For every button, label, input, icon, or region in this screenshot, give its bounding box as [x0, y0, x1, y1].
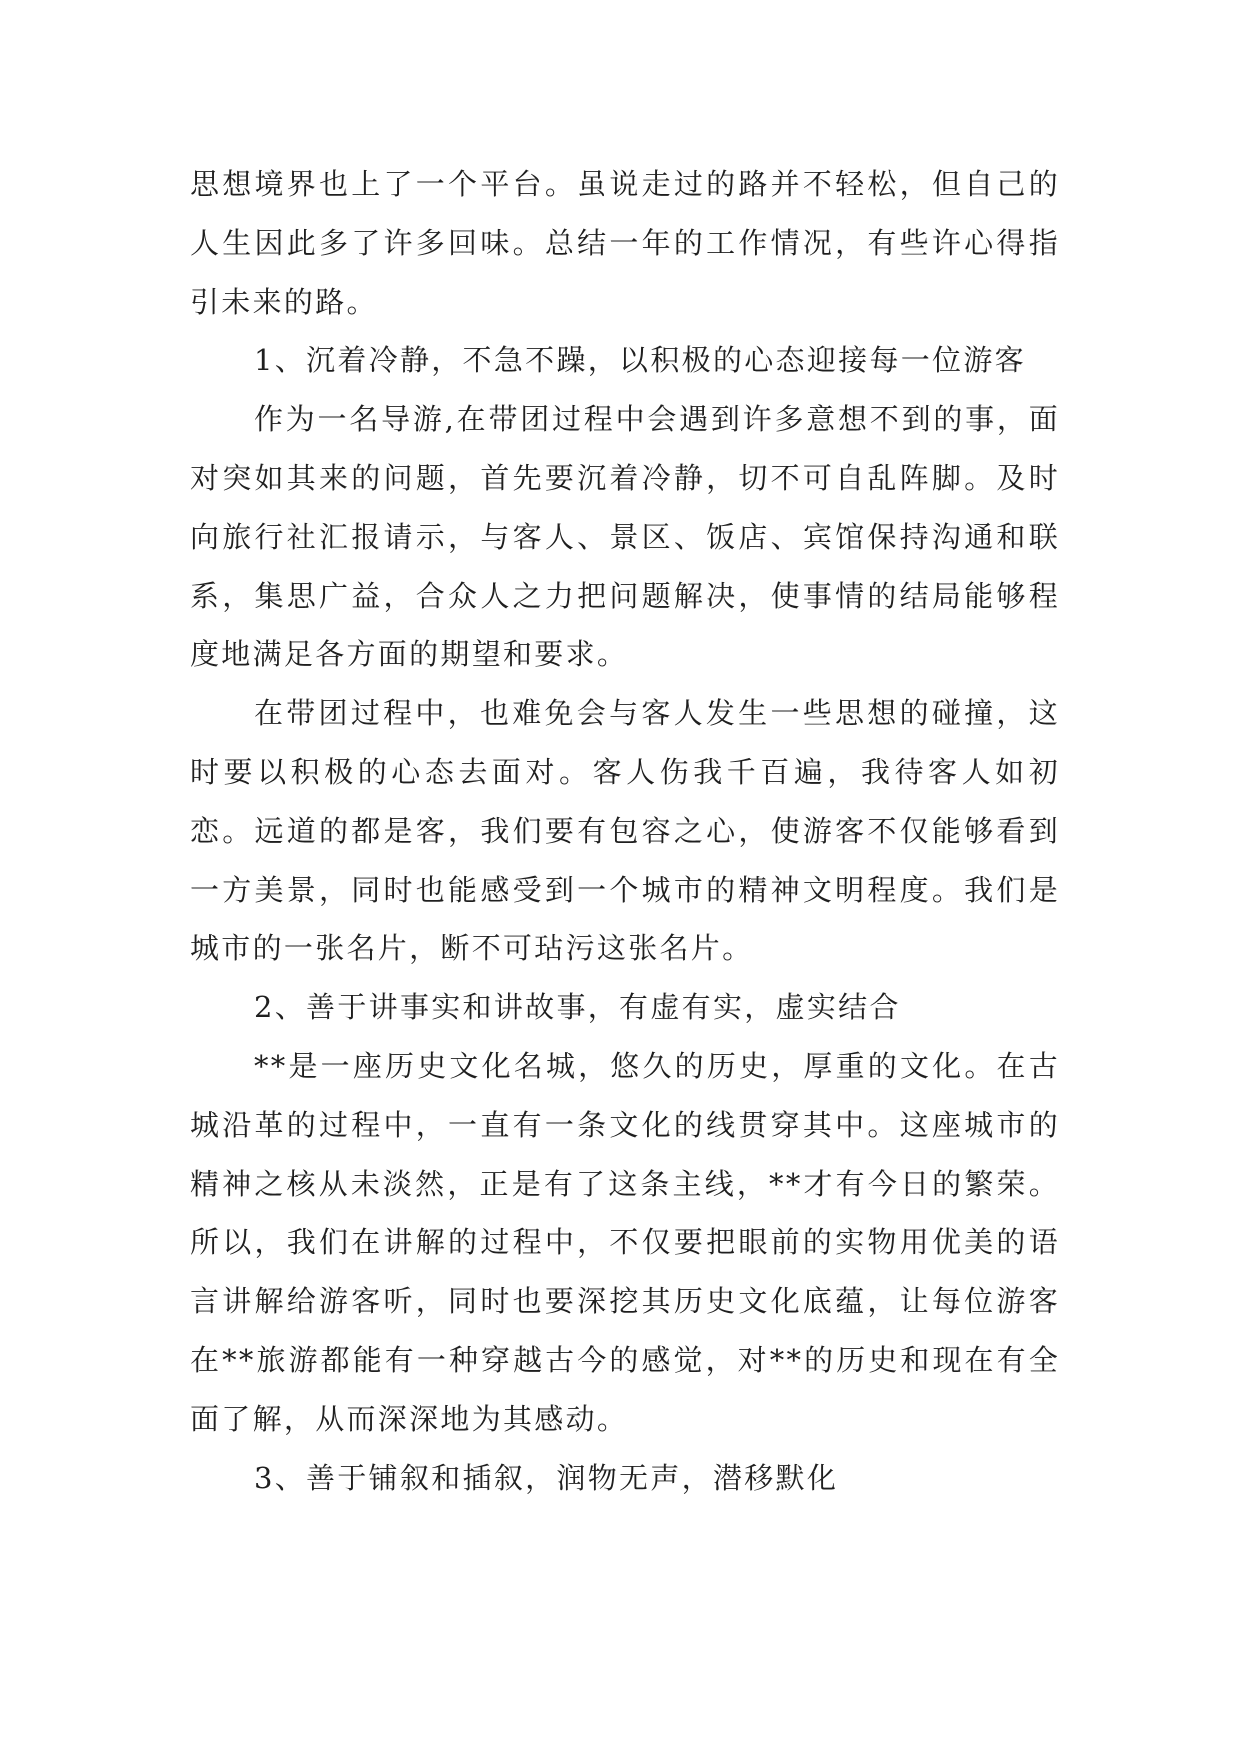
- paragraph-history-culture: **是一座历史文化名城，悠久的历史，厚重的文化。在古城沿革的过程中，一直有一条文化的线贯穿其中。这座城市的精神之核从未淡然，正是有了这条主线，**才有今日的繁荣。所以，我们在讲解的过程中，不仅要把眼前的实物用优美的语言讲解给游客听，同时也要深挖其历史文化底蕴，让每位游客在**旅游都能有一种穿越古今的感觉，对**的历史和现在有全面了解，从而深深地为其感动。: [190, 1048, 1060, 1436]
- document-body: [190, 155, 1060, 1507]
- section-heading-3: 3、善于铺叙和插叙，润物无声，潜移默化: [254, 1460, 839, 1495]
- paragraph-reflection: 思想境界也上了一个平台。虽说走过的路并不轻松，但自己的人生因此多了许多回味。总结一年的工作情况，有些许心得指引未来的路。: [190, 167, 1060, 319]
- paragraph-calm-handling: 作为一名导游,在带团过程中会遇到许多意想不到的事，面对突如其来的问题，首先要沉着冷静，切不可自乱阵脚。及时向旅行社汇报请示，与客人、景区、饭店、宾馆保持沟通和联系，集思广益，合众人之力把问题解决，使事情的结局能够程度地满足各方面的期望和要求。: [190, 402, 1060, 672]
- paragraph-positive-attitude: 在带团过程中，也难免会与客人发生一些思想的碰撞，这时要以积极的心态去面对。客人伤我千百遍，我待客人如初恋。远道的都是客，我们要有包容之心，使游客不仅能够看到一方美景，同时也能感受到一个城市的精神文明程度。我们是城市的一张名片，断不可玷污这张名片。: [190, 696, 1060, 966]
- section-heading-1: 1、沉着冷静，不急不躁，以积极的心态迎接每一位游客: [254, 343, 1026, 378]
- section-heading-2: 2、善于讲事实和讲故事，有虚有实，虚实结合: [254, 990, 901, 1025]
